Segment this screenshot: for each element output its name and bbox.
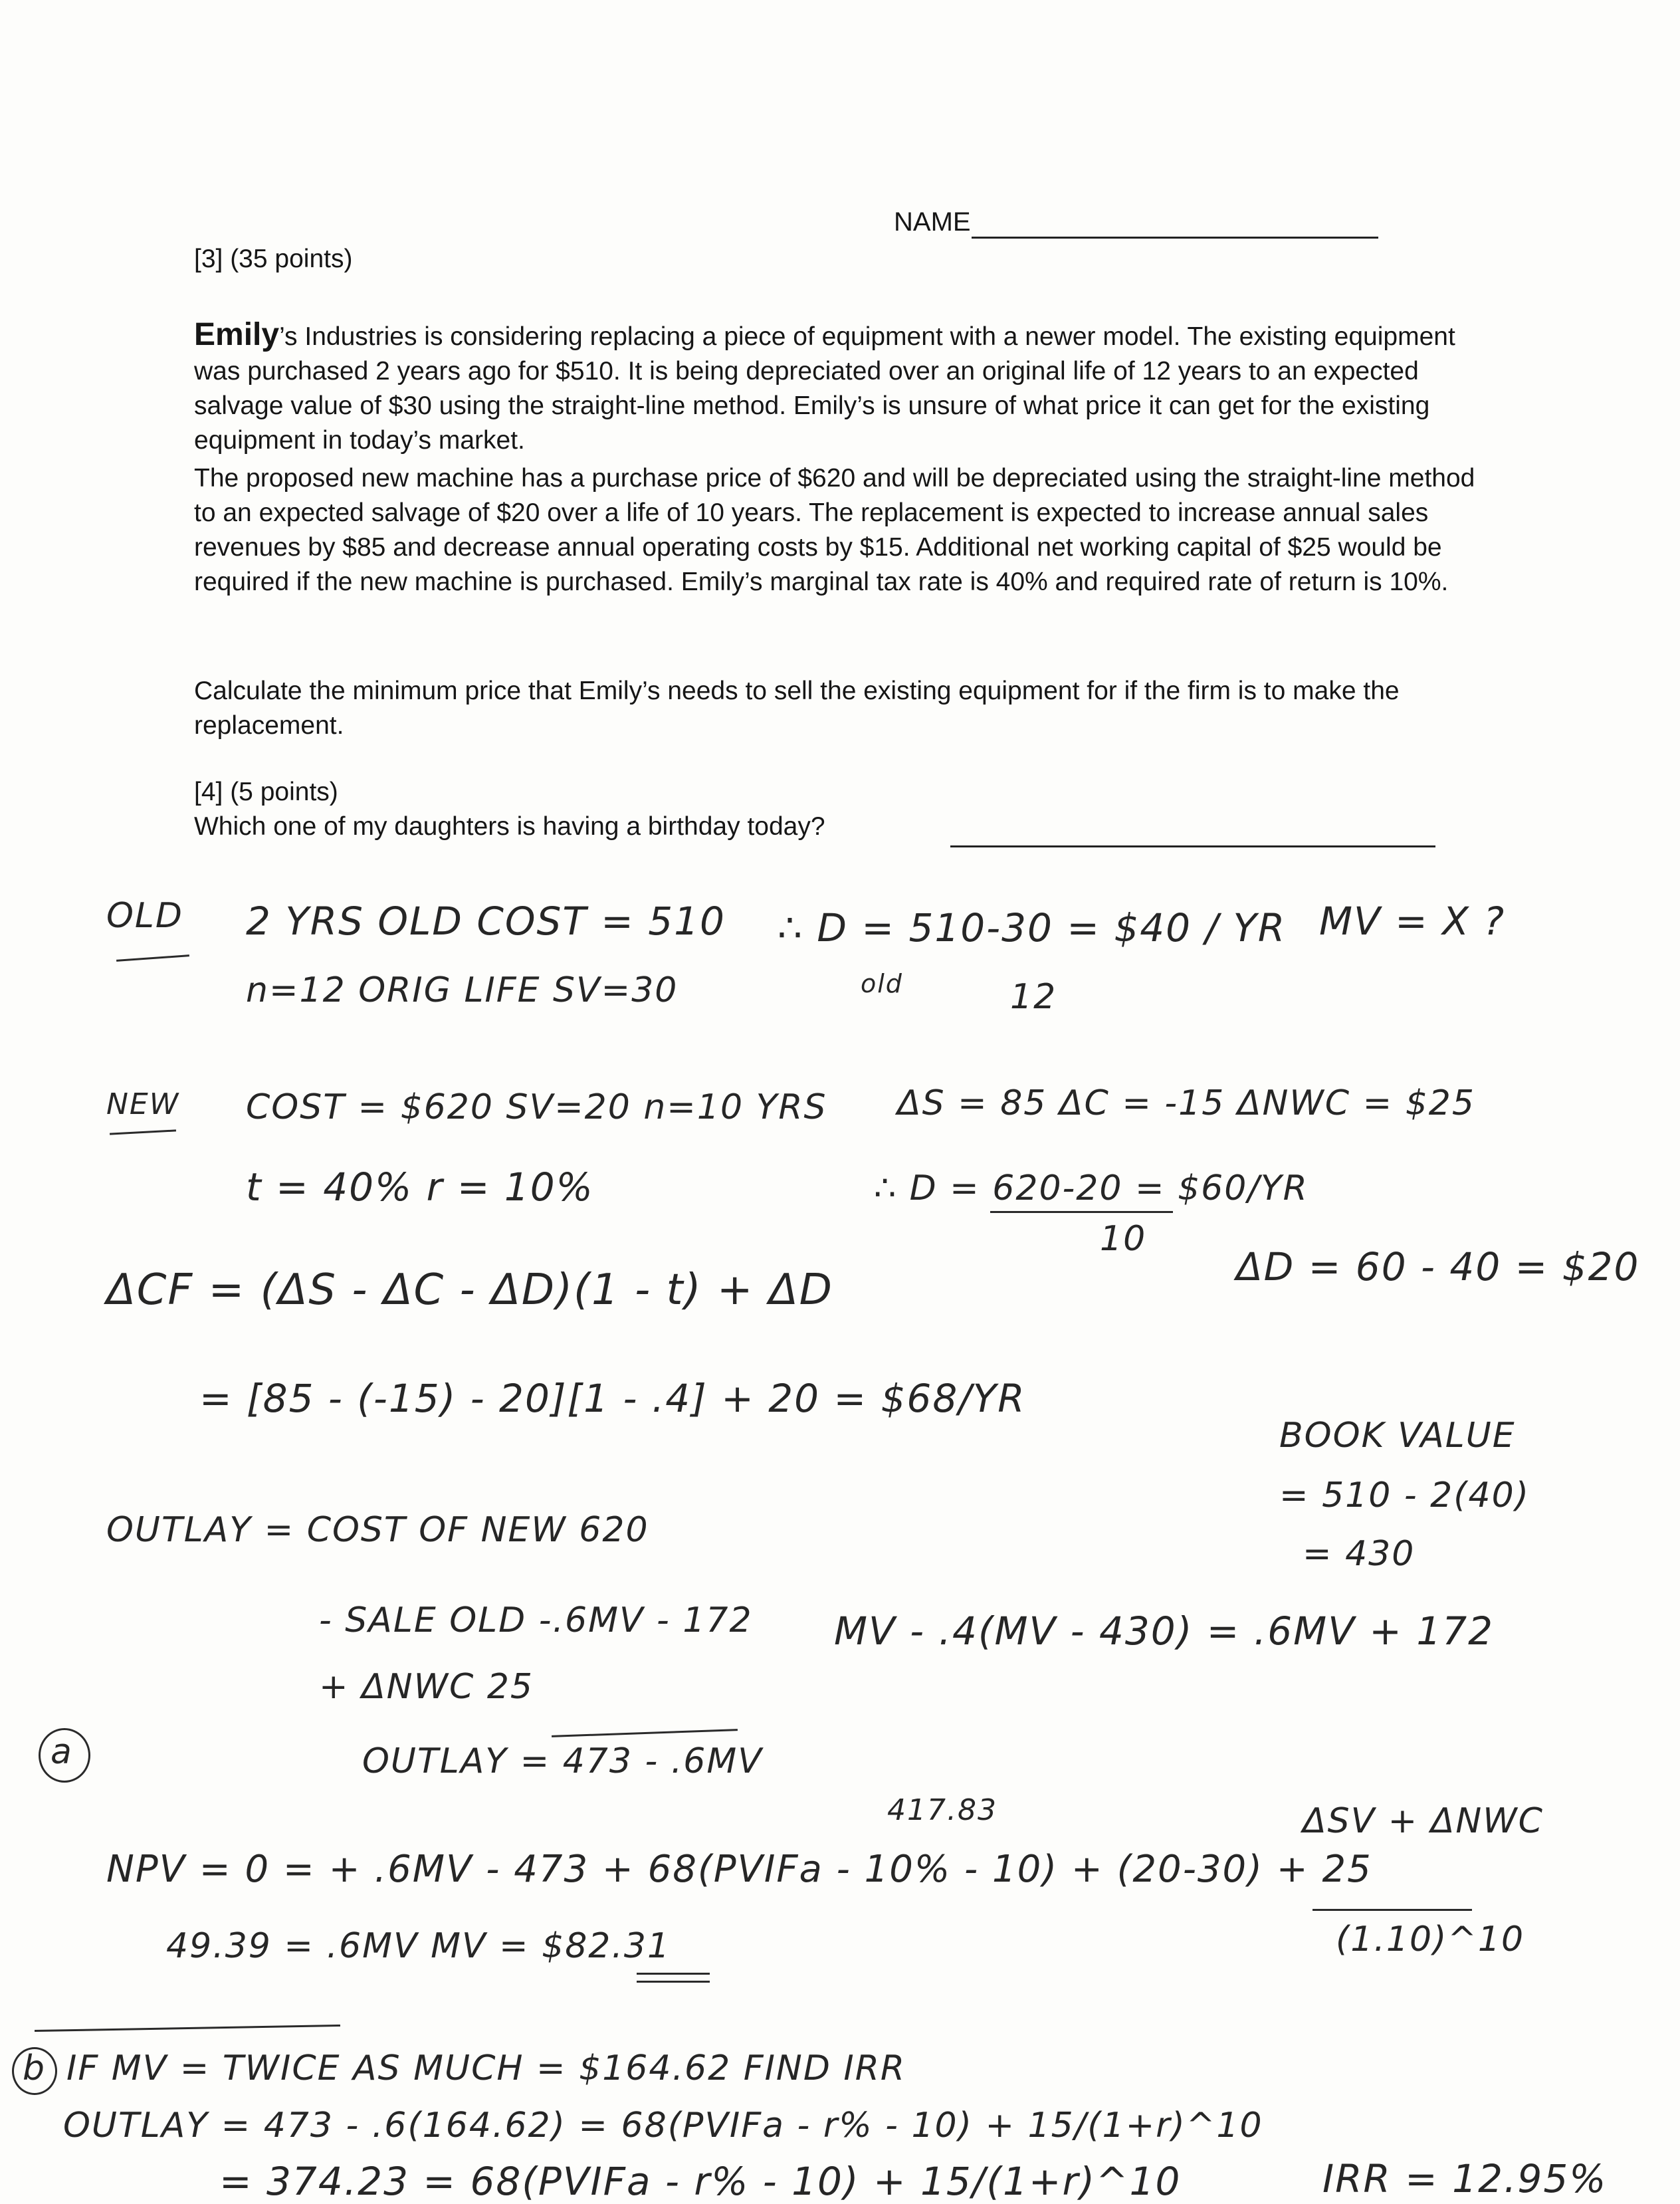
q3-heading: [3] (35 points)	[194, 245, 353, 273]
cash-flow-formula: ΔCF = (ΔS - ΔC - ΔD)(1 - t) + ΔD	[106, 1266, 833, 1315]
q4-heading: [4] (5 points)	[194, 778, 338, 806]
npv-discount-denominator: (1.10)^10	[1336, 1920, 1525, 1959]
part-b-label: b	[23, 2048, 47, 2088]
irr-condition: IF MV = TWICE AS MUCH = $164.62 FIND IRR	[66, 2048, 906, 2088]
outlay-line-1: OUTLAY = COST OF NEW 620	[106, 1510, 649, 1550]
old-depreciation: ∴ D = 510-30 = $40 / YR	[778, 905, 1287, 950]
old-depreciation-subscript: old	[861, 969, 903, 998]
old-given-line-1: 2 YRS OLD COST = 510	[246, 899, 726, 944]
book-value-calc: = 510 - 2(40)	[1279, 1476, 1530, 1515]
outlay-total: OUTLAY = 473 - .6MV	[362, 1741, 763, 1781]
section-divider	[35, 2025, 340, 2032]
old-depreciation-denominator: 12	[1010, 977, 1057, 1017]
cash-flow-calculation: = [85 - (-15) - 20][1 - .4] + 20 = $68/YR	[199, 1376, 1026, 1421]
terminal-cash-flow-label: ΔSV + ΔNWC	[1303, 1801, 1544, 1841]
market-value-result: 49.39 = .6MV MV = $82.31	[166, 1926, 671, 1966]
market-value-unknown: MV = X ?	[1319, 899, 1506, 944]
answer-blank-line	[950, 845, 1435, 847]
new-label: NEW	[106, 1087, 180, 1121]
after-tax-sale-calc: MV - .4(MV - 430) = .6MV + 172	[834, 1608, 1495, 1654]
irr-simplified-equation: = 374.23 = 68(PVIFa - r% - 10) + 15/(1+r)^10	[219, 2159, 1182, 2204]
q3-paragraph-2: The proposed new machine has a purchase price of $620 and will be depreciated using the straight-line method to an expected salvage of $20 over a life of 10 years. The replacement is expected to increase annual sales revenues by $85 and decrease annual operating costs by $15. Additional net working capital of $25 would be required if the new machine is purchased. Emily’s marginal tax rate is 40% and required rate of return is 10%.	[194, 464, 1475, 596]
old-label-underline	[116, 954, 189, 962]
new-depreciation: ∴ D = 620-20 = $60/YR	[874, 1168, 1309, 1208]
new-given-line-1b: ΔS = 85 ΔC = -15 ΔNWC = $25	[897, 1083, 1475, 1123]
npv-equation: NPV = 0 = + .6MV - 473 + 68(PVIFa - 10% - 10) + (20-30) + 25	[106, 1848, 1372, 1891]
q3-paragraph-1-text: ’s Industries is considering replacing a piece of equipment with a newer model. The existing equipment was purchased 2 years ago for $510. It is being depreciated over an original life of 12 years to an expected salvage value of $30 using the straight-line method. Emily’s is unsure of what price it can get for the existing equipment in today’s market.	[194, 322, 1455, 455]
irr-outlay-equation: OUTLAY = 473 - .6(164.62) = 68(PVIFa - r% - 10) + 15/(1+r)^10	[63, 2106, 1263, 2146]
new-given-line-1: COST = $620 SV=20 n=10 YRS	[246, 1087, 827, 1127]
new-label-underline	[110, 1129, 176, 1135]
q3-paragraph-3: Calculate the minimum price that Emily’s needs to sell the existing equipment for if the firm is to make the replacement.	[194, 677, 1400, 740]
name-field-line	[972, 237, 1378, 239]
q4-question: Which one of my daughters is having a birthday today?	[194, 812, 825, 841]
outlay-line-2: - SALE OLD -.6MV - 172	[319, 1600, 753, 1640]
outlay-line-3: + ΔNWC 25	[319, 1667, 534, 1707]
old-given-line-2: n=12 ORIG LIFE SV=30	[246, 970, 679, 1010]
new-given-line-2: t = 40% r = 10%	[246, 1164, 594, 1210]
answer-double-underline-1	[637, 1973, 710, 1975]
part-a-label: a	[51, 1732, 73, 1772]
book-value-result: = 430	[1303, 1534, 1416, 1574]
new-depreciation-denominator: 10	[1100, 1219, 1147, 1259]
new-depreciation-fraction-bar	[990, 1211, 1173, 1213]
name-label: NAME	[894, 207, 971, 237]
answer-double-underline-2	[637, 1981, 710, 1983]
emily-name-emphasis: Emily	[194, 317, 280, 352]
annuity-pv-value: 417.83	[887, 1793, 998, 1827]
delta-depreciation: ΔD = 60 - 40 = $20	[1236, 1244, 1640, 1289]
q3-paragraph-1	[194, 283, 1497, 458]
outlay-sum-bar	[552, 1729, 738, 1737]
terminal-fraction-bar	[1312, 1909, 1472, 1911]
old-label: OLD	[106, 896, 183, 936]
book-value-label: BOOK VALUE	[1279, 1416, 1516, 1456]
irr-result: IRR = 12.95%	[1322, 2156, 1608, 2201]
